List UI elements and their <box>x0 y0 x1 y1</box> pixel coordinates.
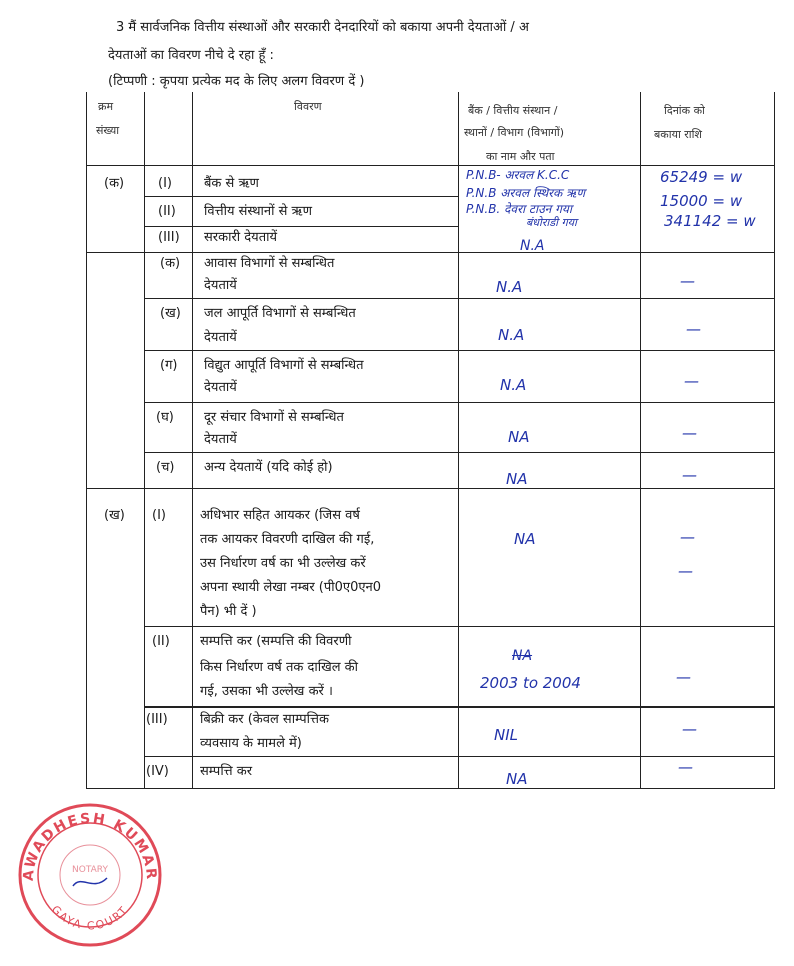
sub-row-2-no: (ख) <box>160 306 181 321</box>
row-k1-text: बैंक से ऋण <box>204 176 259 191</box>
sub-row-3-text2: देयतायें <box>204 380 237 395</box>
row-kh1-amount-1: — <box>680 528 695 546</box>
row-k1-no: (I) <box>158 176 172 191</box>
row-kh3-line-2: व्यवसाय के मामले में) <box>200 736 302 751</box>
row-k2-text: वित्तीय संस्थानों से ऋण <box>204 204 312 219</box>
row-kh3-line-1: बिक्री कर (केवल साम्पत्तिक <box>200 712 329 727</box>
row-kh4-bank: NA <box>506 770 528 788</box>
sub-row-3-amount: — <box>684 372 699 390</box>
col-amount-2: बकाया राशि <box>654 128 702 141</box>
row-k3-text: सरकारी देयतायें <box>204 230 278 245</box>
header-note: (टिप्पणी : कृपया प्रत्येक मद के लिए अलग विवरण दें ) <box>108 74 365 89</box>
row-kh1-line-4: अपना स्थायी लेखा नम्बर (पी0ए0एन0 <box>200 580 382 595</box>
sub-row-4-text2: देयतायें <box>204 432 237 447</box>
row-kh3-bank: NIL <box>494 726 519 744</box>
sub-row-4-bank: NA <box>508 428 530 446</box>
row-kh3-no: (III) <box>146 712 168 727</box>
sub-row-2-bank: N.A <box>498 326 525 344</box>
row-kh2-line-2: किस निर्धारण वर्ष तक दाखिल की <box>200 660 359 675</box>
sub-row-4-text1: दूर संचार विभागों से सम्बन्धित <box>204 410 344 425</box>
row-k3-bank3: N.A <box>520 238 545 254</box>
col-bank-3: का नाम और पता <box>486 150 555 163</box>
row-k2-bank: P.N.B अरवल स्थिरक ऋण <box>466 186 585 200</box>
col-bank-1: बैंक / वित्तीय संस्थान / <box>468 104 558 117</box>
row-k1-amount: 65249 = w <box>660 168 743 186</box>
row-kh1-line-2: तक आयकर विवरणी दाखिल की गई, <box>200 532 375 547</box>
row-kh1-amount-2: — <box>678 562 693 580</box>
notary-stamp <box>15 800 165 950</box>
col-amount-1: दिनांक को <box>664 104 705 117</box>
section-kh-marker: (ख) <box>104 508 125 523</box>
stamp-inner: NOTARY <box>72 865 108 875</box>
row-k3-amount: 341142 = w <box>664 212 756 230</box>
svg-text:GAYA COURT <box>49 903 131 932</box>
row-kh1-bank: NA <box>514 530 536 548</box>
sub-row-3-no: (ग) <box>160 358 178 373</box>
row-kh2-no: (II) <box>152 634 170 649</box>
sub-row-5-amount: — <box>682 466 697 484</box>
row-k3-bank: P.N.B. देवरा टाउन गया <box>466 202 572 216</box>
row-k2-amount: 15000 = w <box>660 192 743 210</box>
sub-row-3-text1: विद्युत आपूर्ति विभागों से सम्बन्धित <box>204 358 364 373</box>
stamp-name: AWADHESH KUMAR <box>20 810 160 882</box>
row-k3-no: (III) <box>158 230 180 245</box>
header-line-1: 3 मैं सार्वजनिक वित्तीय संस्थाओं और सरकारी देनदारियों को बकाया अपनी देयताओं / अ <box>116 20 529 35</box>
col-serial-1: क्रम <box>98 100 114 113</box>
header-line-2: देयताओं का विवरण नीचे दे रहा हूँ : <box>108 48 274 63</box>
sub-row-5-bank: NA <box>506 470 528 488</box>
row-kh1-line-1: अधिभार सहित आयकर (जिस वर्ष <box>200 508 360 523</box>
sub-row-1-text1: आवास विभागों से सम्बन्धित <box>204 256 335 271</box>
sub-row-1-bank: N.A <box>496 278 523 296</box>
sub-row-4-no: (घ) <box>156 410 174 425</box>
sub-row-4-amount: — <box>682 424 697 442</box>
row-kh1-line-3: उस निर्धारण वर्ष का भी उल्लेख करें <box>200 556 366 571</box>
row-k1-bank: P.N.B- अरवल K.C.C <box>466 168 570 182</box>
signature-mark <box>73 878 107 886</box>
row-kh4-no: (IV) <box>146 764 169 779</box>
section-k-marker: (क) <box>104 176 125 191</box>
sub-row-2-text1: जल आपूर्ति विभागों से सम्बन्धित <box>204 306 356 321</box>
row-kh1-line-5: पैन) भी दें ) <box>200 604 257 619</box>
row-k3-bank2: बंधोराडी गया <box>526 216 577 229</box>
sub-row-5-text1: अन्य देयतायें (यदि कोई हो) <box>204 460 333 475</box>
row-kh3-amount: — <box>682 720 697 738</box>
row-kh4-text: सम्पत्ति कर <box>200 764 253 779</box>
row-kh2-amount: — <box>676 668 691 686</box>
col-serial-2: संख्या <box>96 124 120 137</box>
row-kh1-no: (I) <box>152 508 166 523</box>
sub-row-2-text2: देयतायें <box>204 330 237 345</box>
row-kh2-bank: 2003 to 2004 <box>480 674 581 692</box>
stamp-place: GAYA COURT <box>48 903 132 933</box>
row-kh2-line-1: सम्पत्ति कर (सम्पत्ति की विवरणी <box>200 634 352 649</box>
row-kh4-amount: — <box>678 758 693 776</box>
sub-row-2-amount: — <box>686 320 701 338</box>
row-k2-no: (II) <box>158 204 176 219</box>
row-kh2-line-3: गई, उसका भी उल्लेख करें । <box>200 684 333 699</box>
sub-row-5-no: (च) <box>156 460 175 475</box>
sub-row-1-text2: देयतायें <box>204 278 237 293</box>
row-kh2-bank-struck: NA <box>512 648 533 664</box>
col-details: विवरण <box>294 100 322 113</box>
sub-row-1-no: (क) <box>160 256 181 271</box>
col-bank-2: स्थानों / विभाग (विभागों) <box>464 126 564 139</box>
sub-row-1-amount: — <box>680 272 695 290</box>
sub-row-3-bank: N.A <box>500 376 527 394</box>
